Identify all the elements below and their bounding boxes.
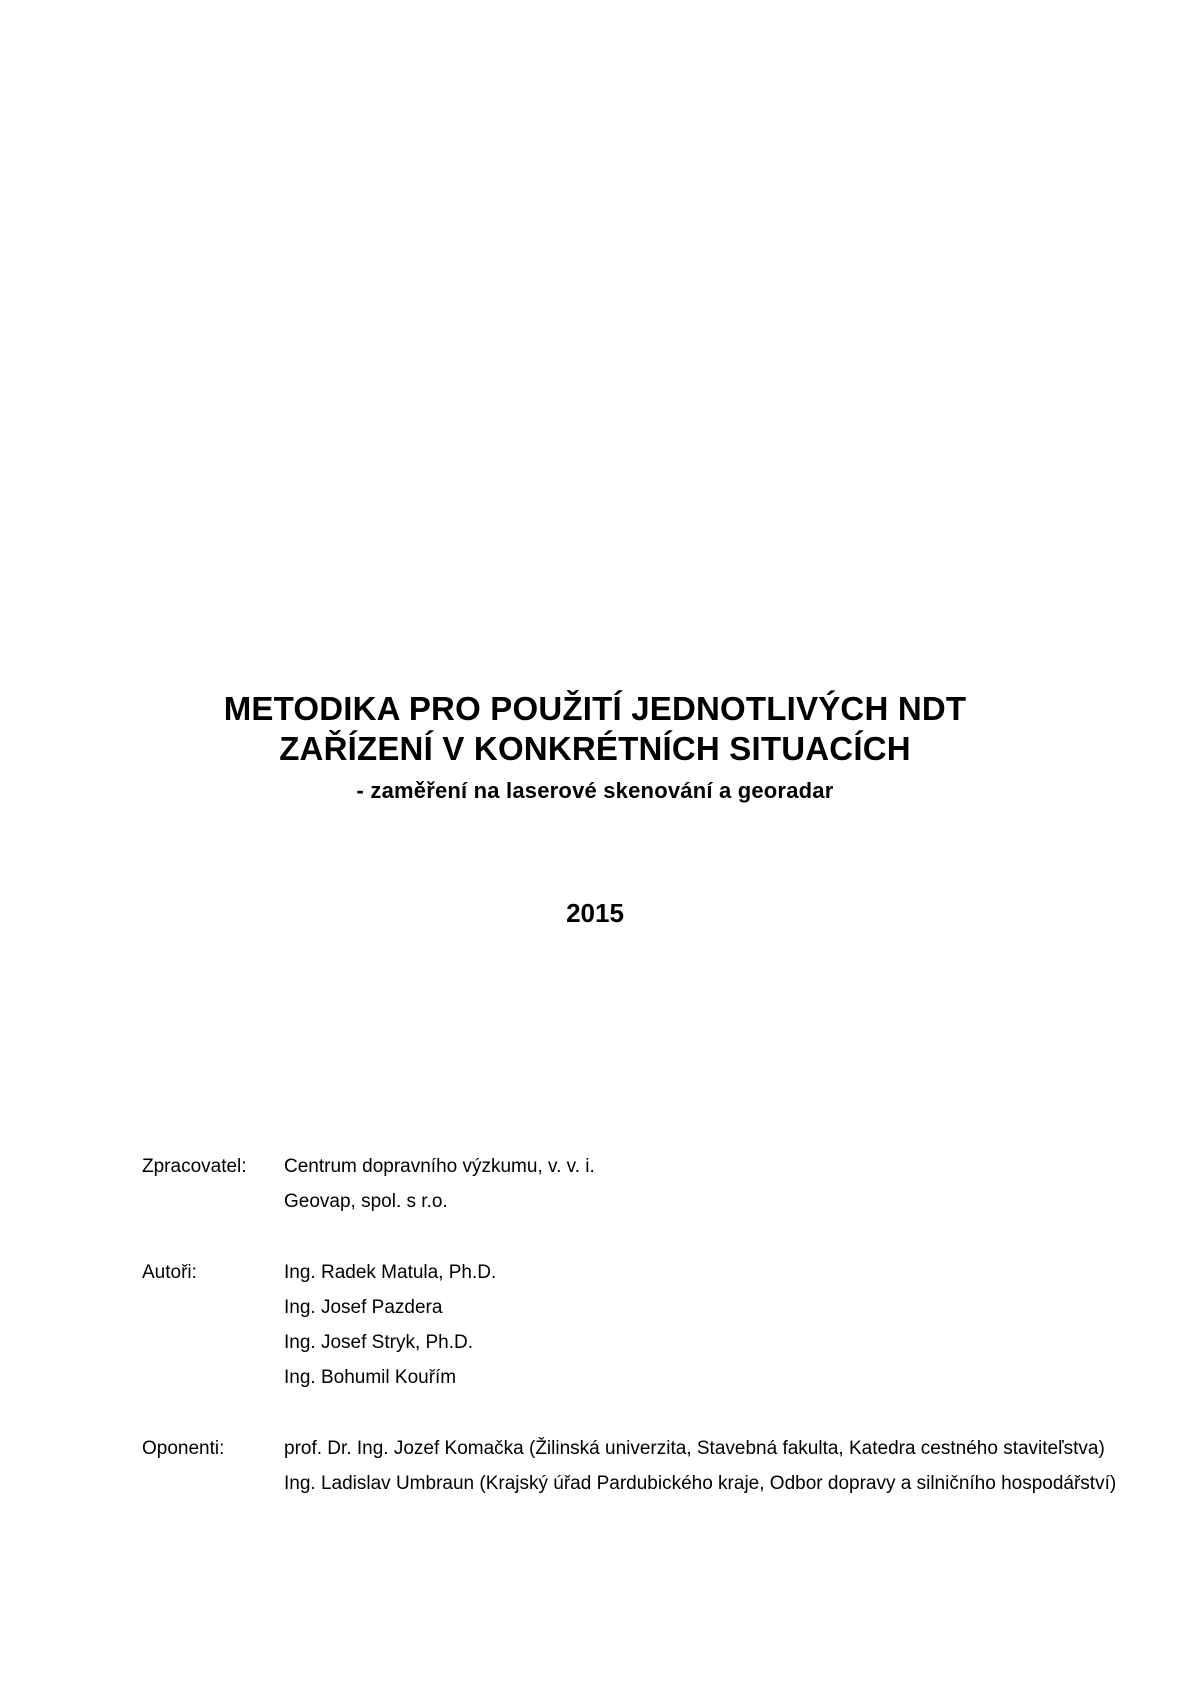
autori-label: Autoři: <box>142 1262 197 1283</box>
author-name: Ing. Josef Pazdera <box>284 1297 443 1318</box>
author-name: Ing. Bohumil Kouřím <box>284 1367 457 1388</box>
document-title-line-1: METODIKA PRO POUŽITÍ JEDNOTLIVÝCH NDT <box>223 690 967 727</box>
autori-values <box>284 1262 1190 1402</box>
oponenti-label: Oponenti: <box>142 1438 225 1459</box>
document-year: 2015 <box>566 898 624 928</box>
opponent-entry: prof. Dr. Ing. Jozef Komačka (Žilinská univerzita, Stavebná fakulta, Katedra cestného staviteľstva) <box>284 1438 1105 1459</box>
document-title-line-2: ZAŘÍZENÍ V KONKRÉTNÍCH SITUACÍCH <box>279 730 911 767</box>
opponent-entry: Ing. Ladislav Umbraun (Krajský úřad Pardubického kraje, Odbor dopravy a silničního hospodářství) <box>284 1473 1117 1494</box>
zpracovatel-label: Zpracovatel: <box>142 1156 247 1177</box>
zpracovatel-value: Centrum dopravního výzkumu, v. v. i. <box>284 1156 595 1177</box>
author-name: Ing. Josef Stryk, Ph.D. <box>284 1332 474 1353</box>
title-block <box>0 689 1190 805</box>
author-name: Ing. Radek Matula, Ph.D. <box>284 1262 497 1283</box>
zpracovatel-value: Geovap, spol. s r.o. <box>284 1191 448 1212</box>
oponenti-values <box>284 1438 1190 1508</box>
zpracovatel-values <box>284 1156 1190 1226</box>
document-subtitle: - zaměření na laserové skenování a georadar <box>356 778 834 803</box>
